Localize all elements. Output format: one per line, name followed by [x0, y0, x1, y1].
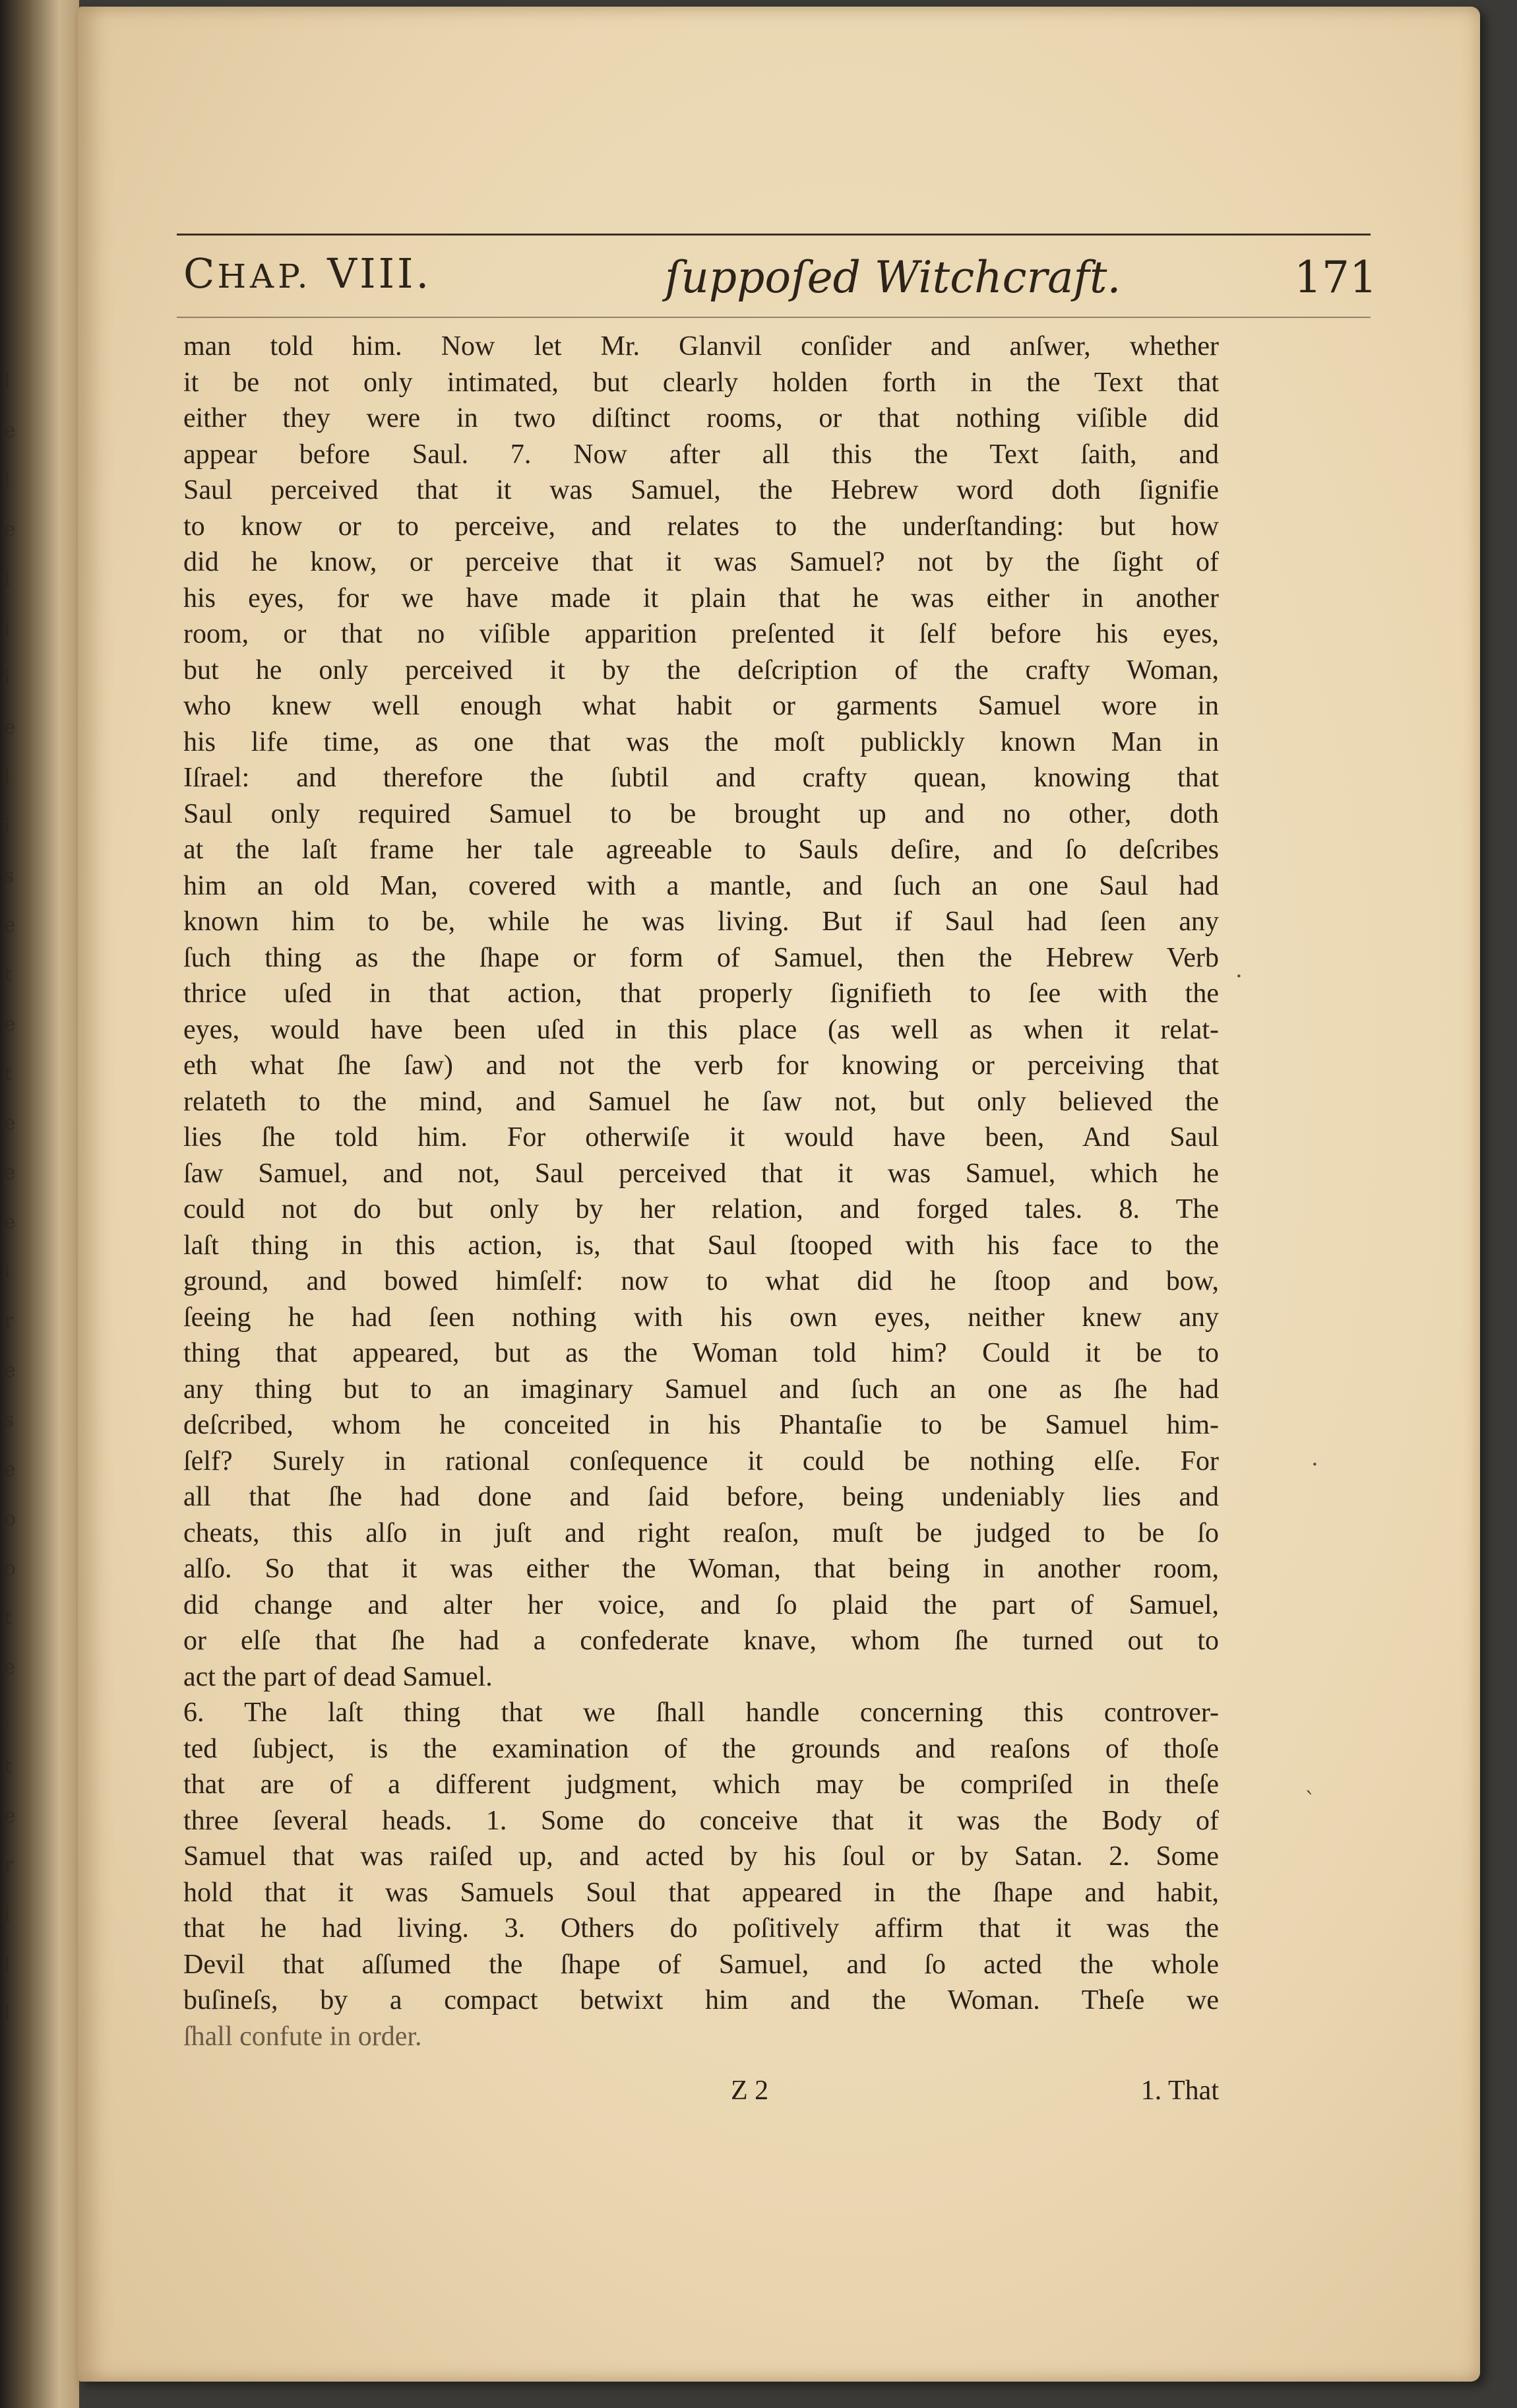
text-line: any thing but to an imaginary Samuel and ſuch an one as ſhe had [183, 1374, 1219, 1405]
facing-page-letter: t [4, 1755, 13, 1778]
facing-page-letter: e [4, 1656, 16, 1679]
margin-speck: · [1311, 1451, 1318, 1478]
facing-page-letter: r [4, 1310, 14, 1333]
facing-page-letter: t [4, 1606, 13, 1630]
margin-speck: ˋ [1305, 1788, 1316, 1814]
text-line: his life time, as one that was the moſt publickly known Man in [183, 726, 1219, 757]
chapter-number: VIII. [327, 249, 432, 298]
facing-page-letter: s [4, 1409, 15, 1432]
text-line: that he had living. 3. Others do poſitively affirm that it was the [183, 1913, 1219, 1944]
text-line: known him to be, while he was living. But if Saul had ſeen any [183, 906, 1219, 937]
text-line: act the part of dead Samuel. [183, 1661, 493, 1692]
catchword: 1. That [1140, 2075, 1219, 2106]
text-line: him an old Man, covered with a mantle, and ſuch an one Saul had [183, 870, 1219, 901]
page-footer [183, 2075, 1219, 2114]
facing-page-letter: e [4, 1161, 16, 1184]
book-page [78, 7, 1480, 2382]
text-line: appear before Saul. 7. Now after all this the Text ſaith, and [183, 439, 1219, 470]
signature-mark: Z 2 [731, 2075, 769, 2106]
text-line: ſhall confute in order. [183, 2021, 422, 2052]
text-line: at the laſt frame her tale agreeable to Sauls deſire, and ſo deſcribes [183, 835, 1219, 865]
text-line: ſaw Samuel, and not, Saul perceived that it was Samuel, which he [183, 1158, 1219, 1189]
text-line: ground, and bowed himſelf: now to what did he ſtoop and bow, [183, 1266, 1219, 1296]
text-line: thing that appeared, but as the Woman told him? Could it be to [183, 1338, 1219, 1368]
text-line: eth what ſhe ſaw) and not the verb for knowing or perceiving that [183, 1050, 1219, 1081]
facing-page-letter: e [4, 1211, 16, 1234]
text-line: his eyes, for we have made it plain that he was either in another [183, 583, 1219, 614]
text-line: eyes, would have been uſed in this place (as well as when it relat- [183, 1014, 1219, 1045]
facing-page-letter: t [4, 1062, 13, 1085]
header-top-rule [177, 234, 1371, 236]
text-line: could not do but only by her relation, and forged tales. 8. The [183, 1194, 1219, 1224]
facing-page-edge [0, 0, 79, 2408]
facing-page-letter: e [4, 914, 16, 937]
facing-page-letter: , [4, 1705, 11, 1728]
facing-page-letter: i [4, 1903, 11, 1926]
header-bottom-rule [177, 317, 1371, 318]
facing-page-letter: l [4, 765, 11, 788]
margin-speck: · [1235, 963, 1243, 990]
text-line: buſineſs, by a compact betwixt him and the Woman. Theſe we [183, 1985, 1219, 2015]
chapter-heading [183, 249, 431, 298]
text-line: hold that it was Samuels Soul that appeared in the ſhape and habit, [183, 1877, 1219, 1908]
text-line: Samuel that was raiſed up, and acted by his ſoul or by Satan. 2. Some [183, 1841, 1219, 1872]
facing-page-letter: t [4, 963, 13, 986]
text-line: either they were in two diſtinct rooms, or that nothing viſible did [183, 403, 1219, 433]
text-line: cheats, this alſo in juſt and right reaſon, muſt be judged to be ſo [183, 1517, 1219, 1548]
text-line: Saul only required Samuel to be brought up and no other, doth [183, 798, 1219, 829]
facing-page-letter: i [4, 617, 11, 640]
facing-page-letter: r [4, 1854, 14, 1877]
text-line: to know or to perceive, and relates to the underſtanding: but how [183, 511, 1219, 542]
facing-page-letter: e [4, 716, 16, 739]
text-line: lies ſhe told him. For otherwiſe it would have been, And Saul [183, 1122, 1219, 1153]
text-line: did change and alter her voice, and ſo plaid the part of Samuel, [183, 1589, 1219, 1620]
facing-page-letter: o [4, 1557, 16, 1580]
facing-page-letter: l [4, 1953, 11, 1976]
chapter-initial: C [183, 249, 218, 298]
facing-page-letter: o [4, 1507, 16, 1531]
running-title: ſuppoſed Witchcraft. [665, 252, 1121, 303]
facing-page-letter: e [4, 1013, 16, 1036]
text-line: thrice uſed in that action, that properly ſignifieth to ſee with the [183, 978, 1219, 1009]
text-line: laſt thing in this action, is, that Saul ſtooped with his face to the [183, 1230, 1219, 1261]
facing-page-letter: l [4, 369, 11, 393]
text-line: but he only perceived it by the deſcription of the crafty Woman, [183, 654, 1219, 685]
text-line: or elſe that ſhe had a confederate knave, whom ſhe turned out to [183, 1626, 1219, 1656]
text-line: deſcribed, whom he conceited in his Phantaſie to be Samuel him- [183, 1410, 1219, 1440]
chapter-word: HAP. [217, 257, 312, 296]
text-line: ſeeing he had ſeen nothing with his own eyes, neither knew any [183, 1302, 1219, 1333]
text-line: relateth to the mind, and Samuel he ſaw not, but only believed the [183, 1086, 1219, 1117]
facing-page-letter: e [4, 518, 16, 541]
text-line: alſo. So that it was either the Woman, that being in another room, [183, 1554, 1219, 1584]
text-line: did he know, or perceive that it was Samuel? not by the ſight of [183, 547, 1219, 577]
text-line: ted ſubject, is the examination of the grounds and reaſons of thoſe [183, 1733, 1219, 1764]
text-line: Saul perceived that it was Samuel, the Hebrew word doth ſignifie [183, 475, 1219, 505]
facing-page-letter: l [4, 567, 11, 590]
page-header [183, 244, 1377, 317]
facing-page-letter: e [4, 1804, 16, 1827]
facing-page-letter: l [4, 2002, 11, 2025]
text-line: room, or that no viſible apparition preſented it ſelf before his eyes, [183, 619, 1219, 649]
facing-page-letter: i [4, 815, 11, 838]
facing-page-letter: l [4, 468, 11, 491]
text-line: 6. The laſt thing that we ſhall handle concerning this controver- [183, 1697, 1219, 1728]
text-line: who knew well enough what habit or garments Samuel wore in [183, 691, 1219, 721]
facing-page-letter: e [4, 1112, 16, 1135]
facing-page-letter: e [4, 419, 16, 442]
text-line: all that ſhe had done and ſaid before, being undeniably lies and [183, 1482, 1219, 1512]
text-line: ſuch thing as the ſhape or form of Samuel, then the Hebrew Verb [183, 942, 1219, 973]
text-line: that are of a different judgment, which may be compriſed in theſe [183, 1769, 1219, 1800]
page-number: 171 [1294, 252, 1377, 303]
text-line: ſelf? Surely in rational conſequence it could be nothing elſe. For [183, 1445, 1219, 1476]
text-line: it be not only intimated, but clearly holden forth in the Text that [183, 367, 1219, 398]
facing-page-letter: e [4, 1359, 16, 1382]
text-line: Iſrael: and therefore the ſubtil and crafty quean, knowing that [183, 763, 1219, 793]
facing-page-letter: i [4, 666, 11, 689]
body-text [183, 329, 1219, 2054]
text-line: Devil that aſſumed the ſhape of Samuel, and ſo acted the whole [183, 1949, 1219, 1980]
facing-page-letter: i [4, 1260, 11, 1283]
text-line: three ſeveral heads. 1. Some do conceive that it was the Body of [183, 1805, 1219, 1836]
facing-page-letter: e [4, 1458, 16, 1481]
text-line: man told him. Now let Mr. Glanvil conſider and anſwer, whether [183, 331, 1219, 362]
facing-page-letter: s [4, 864, 15, 887]
